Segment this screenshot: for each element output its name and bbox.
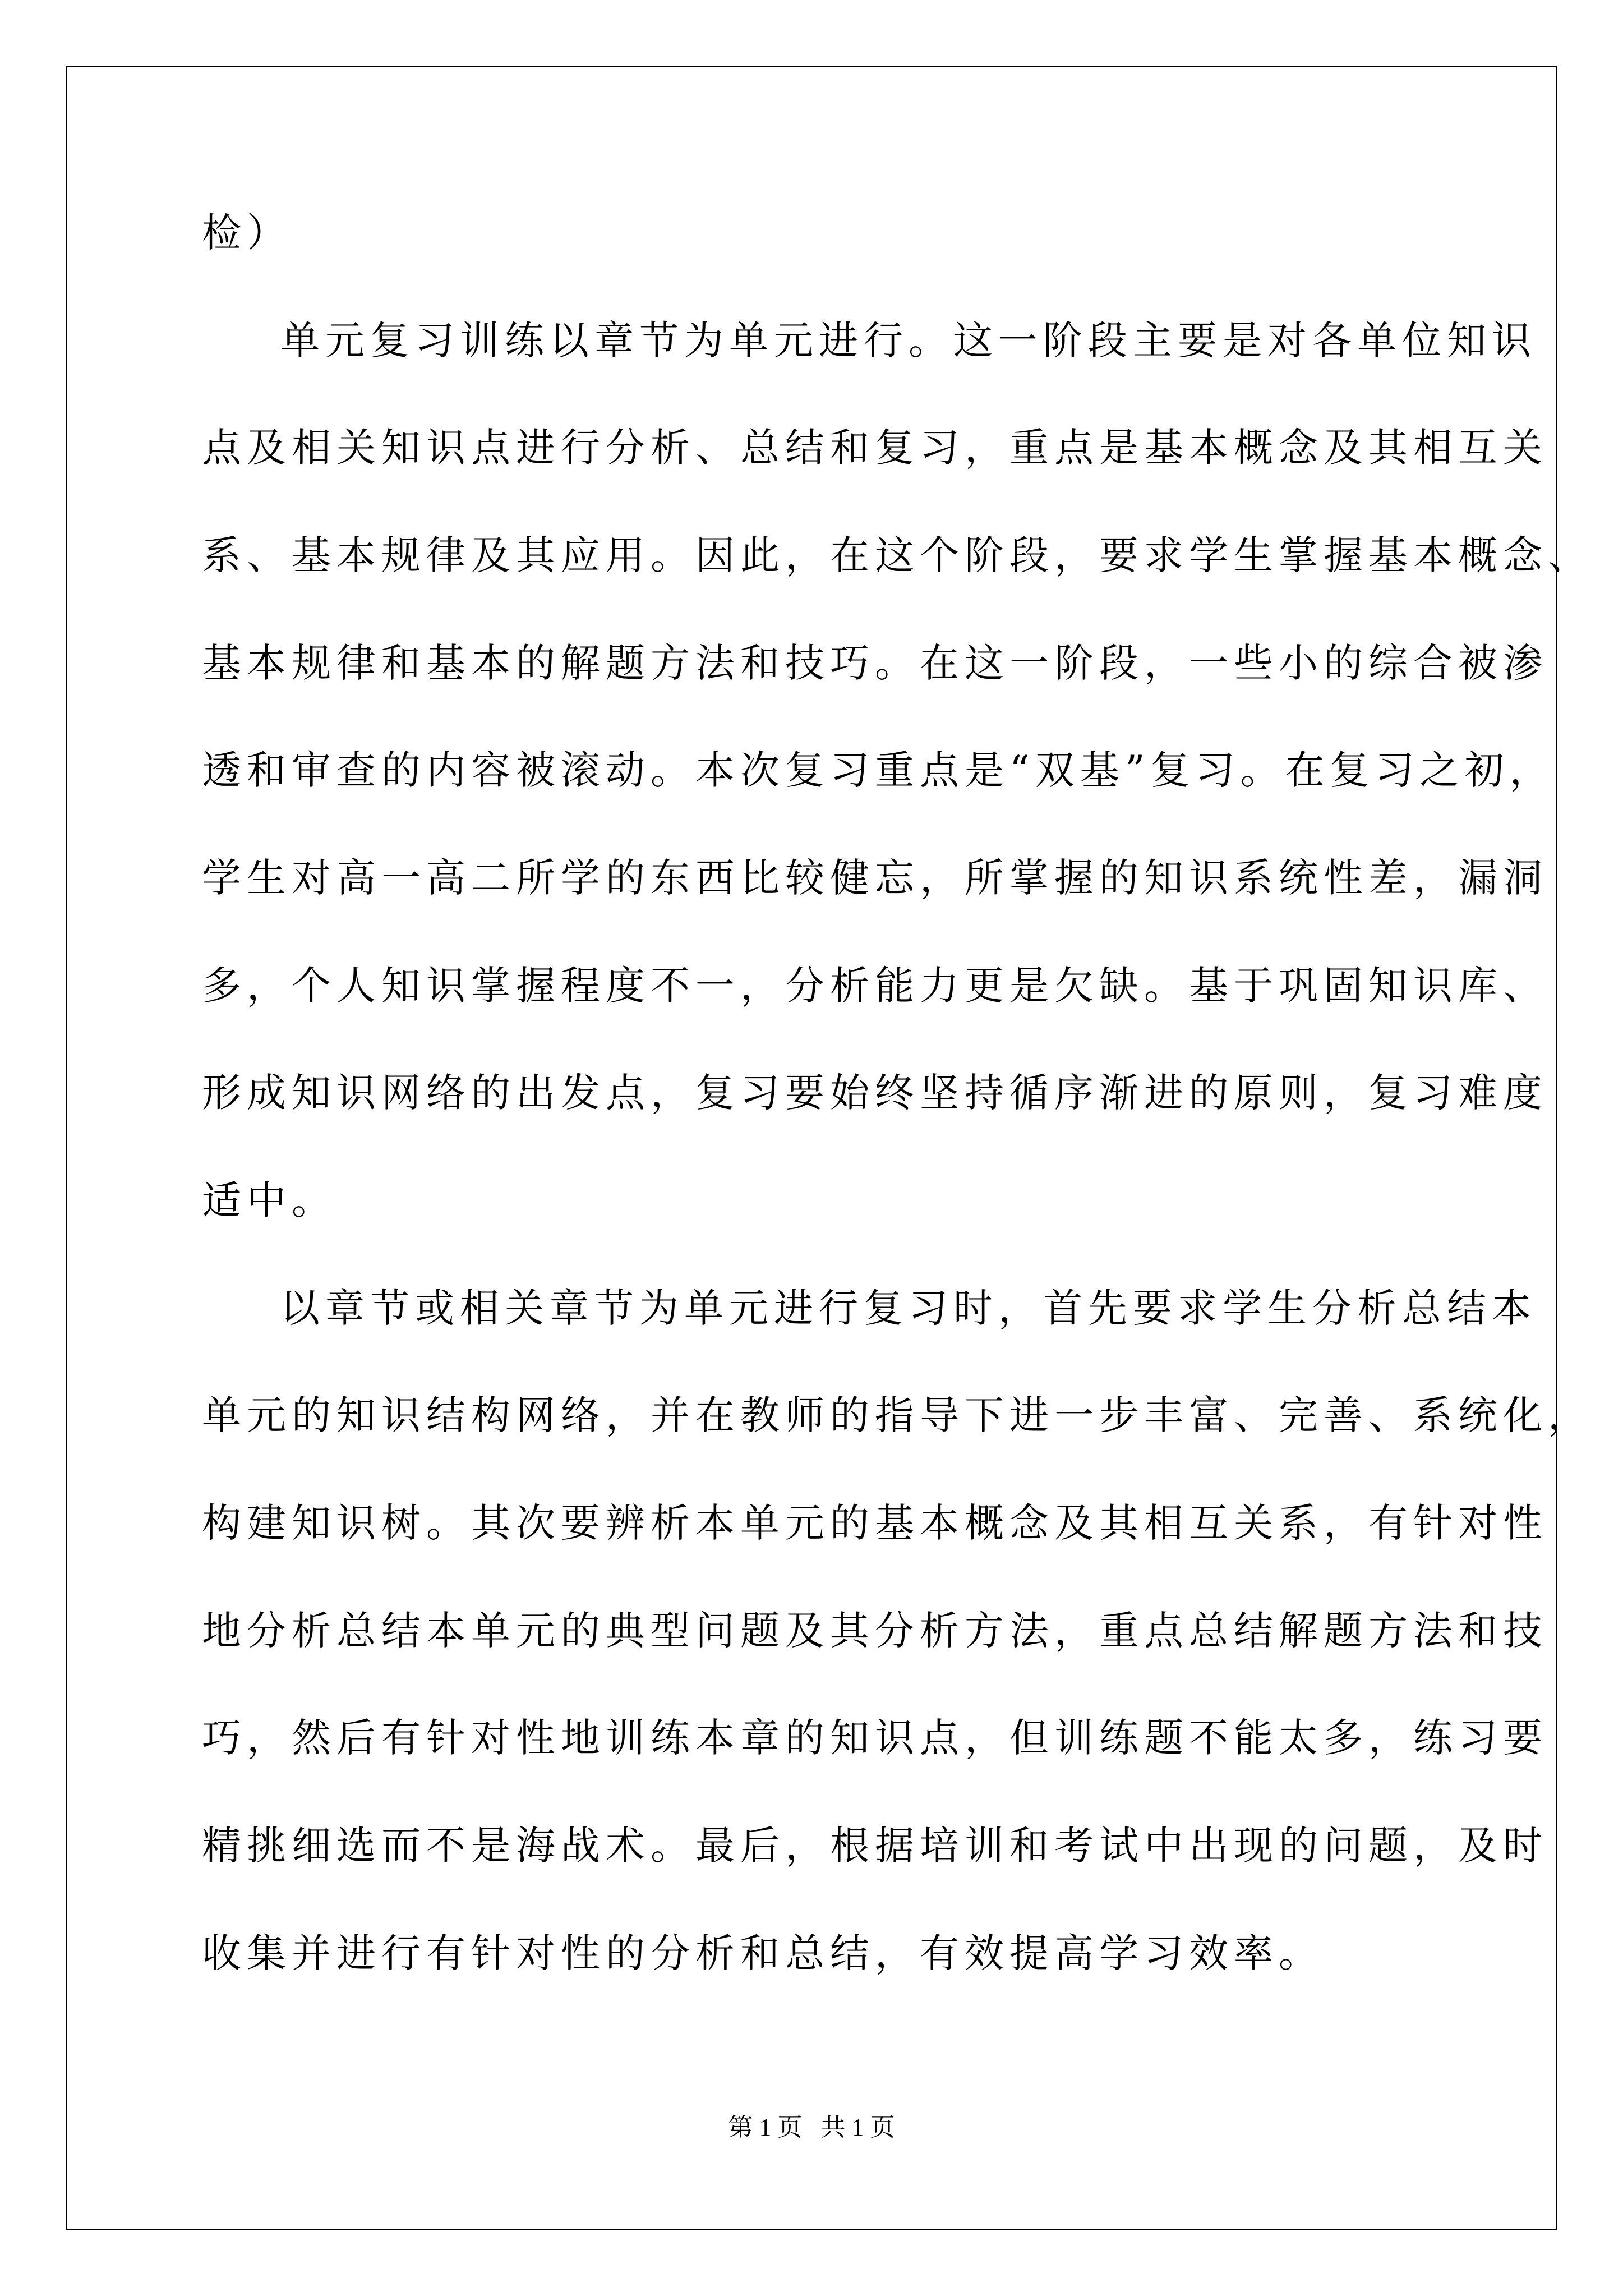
paragraph-1-line: 基本规律和基本的解题方法和技巧。在这一阶段，一些小的综合被渗 xyxy=(202,640,1548,686)
page-border xyxy=(66,66,1557,2230)
paragraph-1-line: 透和审查的内容被滚动。本次复习重点是“双基”复习。在复习之初， xyxy=(202,747,1555,793)
paragraph-1-line: 点及相关知识点进行分析、总结和复习，重点是基本概念及其相互关 xyxy=(202,425,1548,471)
paragraph-1-line: 适中。 xyxy=(202,1177,336,1223)
paragraph-2-line: 以章节或相关章节为单元进行复习时，首先要求学生分析总结本 xyxy=(280,1285,1537,1331)
paragraph-2-line: 构建知识树。其次要辨析本单元的基本概念及其相互关系，有针对性 xyxy=(202,1500,1548,1546)
paragraph-1-line: 多，个人知识掌握程度不一，分析能力更是欠缺。基于巩固知识库、 xyxy=(202,963,1548,1009)
page-number-footer: 第 1 页 共 1 页 xyxy=(728,2114,895,2141)
paragraph-2-line: 收集并进行有针对性的分析和总结，有效提高学习效率。 xyxy=(202,1930,1324,1976)
text-line: 检） xyxy=(202,210,292,256)
paragraph-2-line: 精挑细选而不是海战术。最后，根据培训和考试中出现的问题，及时 xyxy=(202,1823,1548,1869)
paragraph-1-line: 系、基本规律及其应用。因此，在这个阶段，要求学生掌握基本概念、 xyxy=(202,532,1593,578)
paragraph-1-line: 形成知识网络的出发点，复习要始终坚持循序渐进的原则，复习难度 xyxy=(202,1070,1548,1116)
paragraph-2-line: 巧，然后有针对性地训练本章的知识点，但训练题不能太多，练习要 xyxy=(202,1715,1548,1761)
paragraph-1-line: 学生对高一高二所学的东西比较健忘，所掌握的知识系统性差，漏洞 xyxy=(202,855,1548,901)
paragraph-1-line: 单元复习训练以章节为单元进行。这一阶段主要是对各单位知识 xyxy=(280,318,1537,364)
paragraph-2-line: 地分析总结本单元的典型问题及其分析方法，重点总结解题方法和技 xyxy=(202,1608,1548,1654)
paragraph-2-line: 单元的知识结构网络，并在教师的指导下进一步丰富、完善、系统化， xyxy=(202,1392,1593,1438)
